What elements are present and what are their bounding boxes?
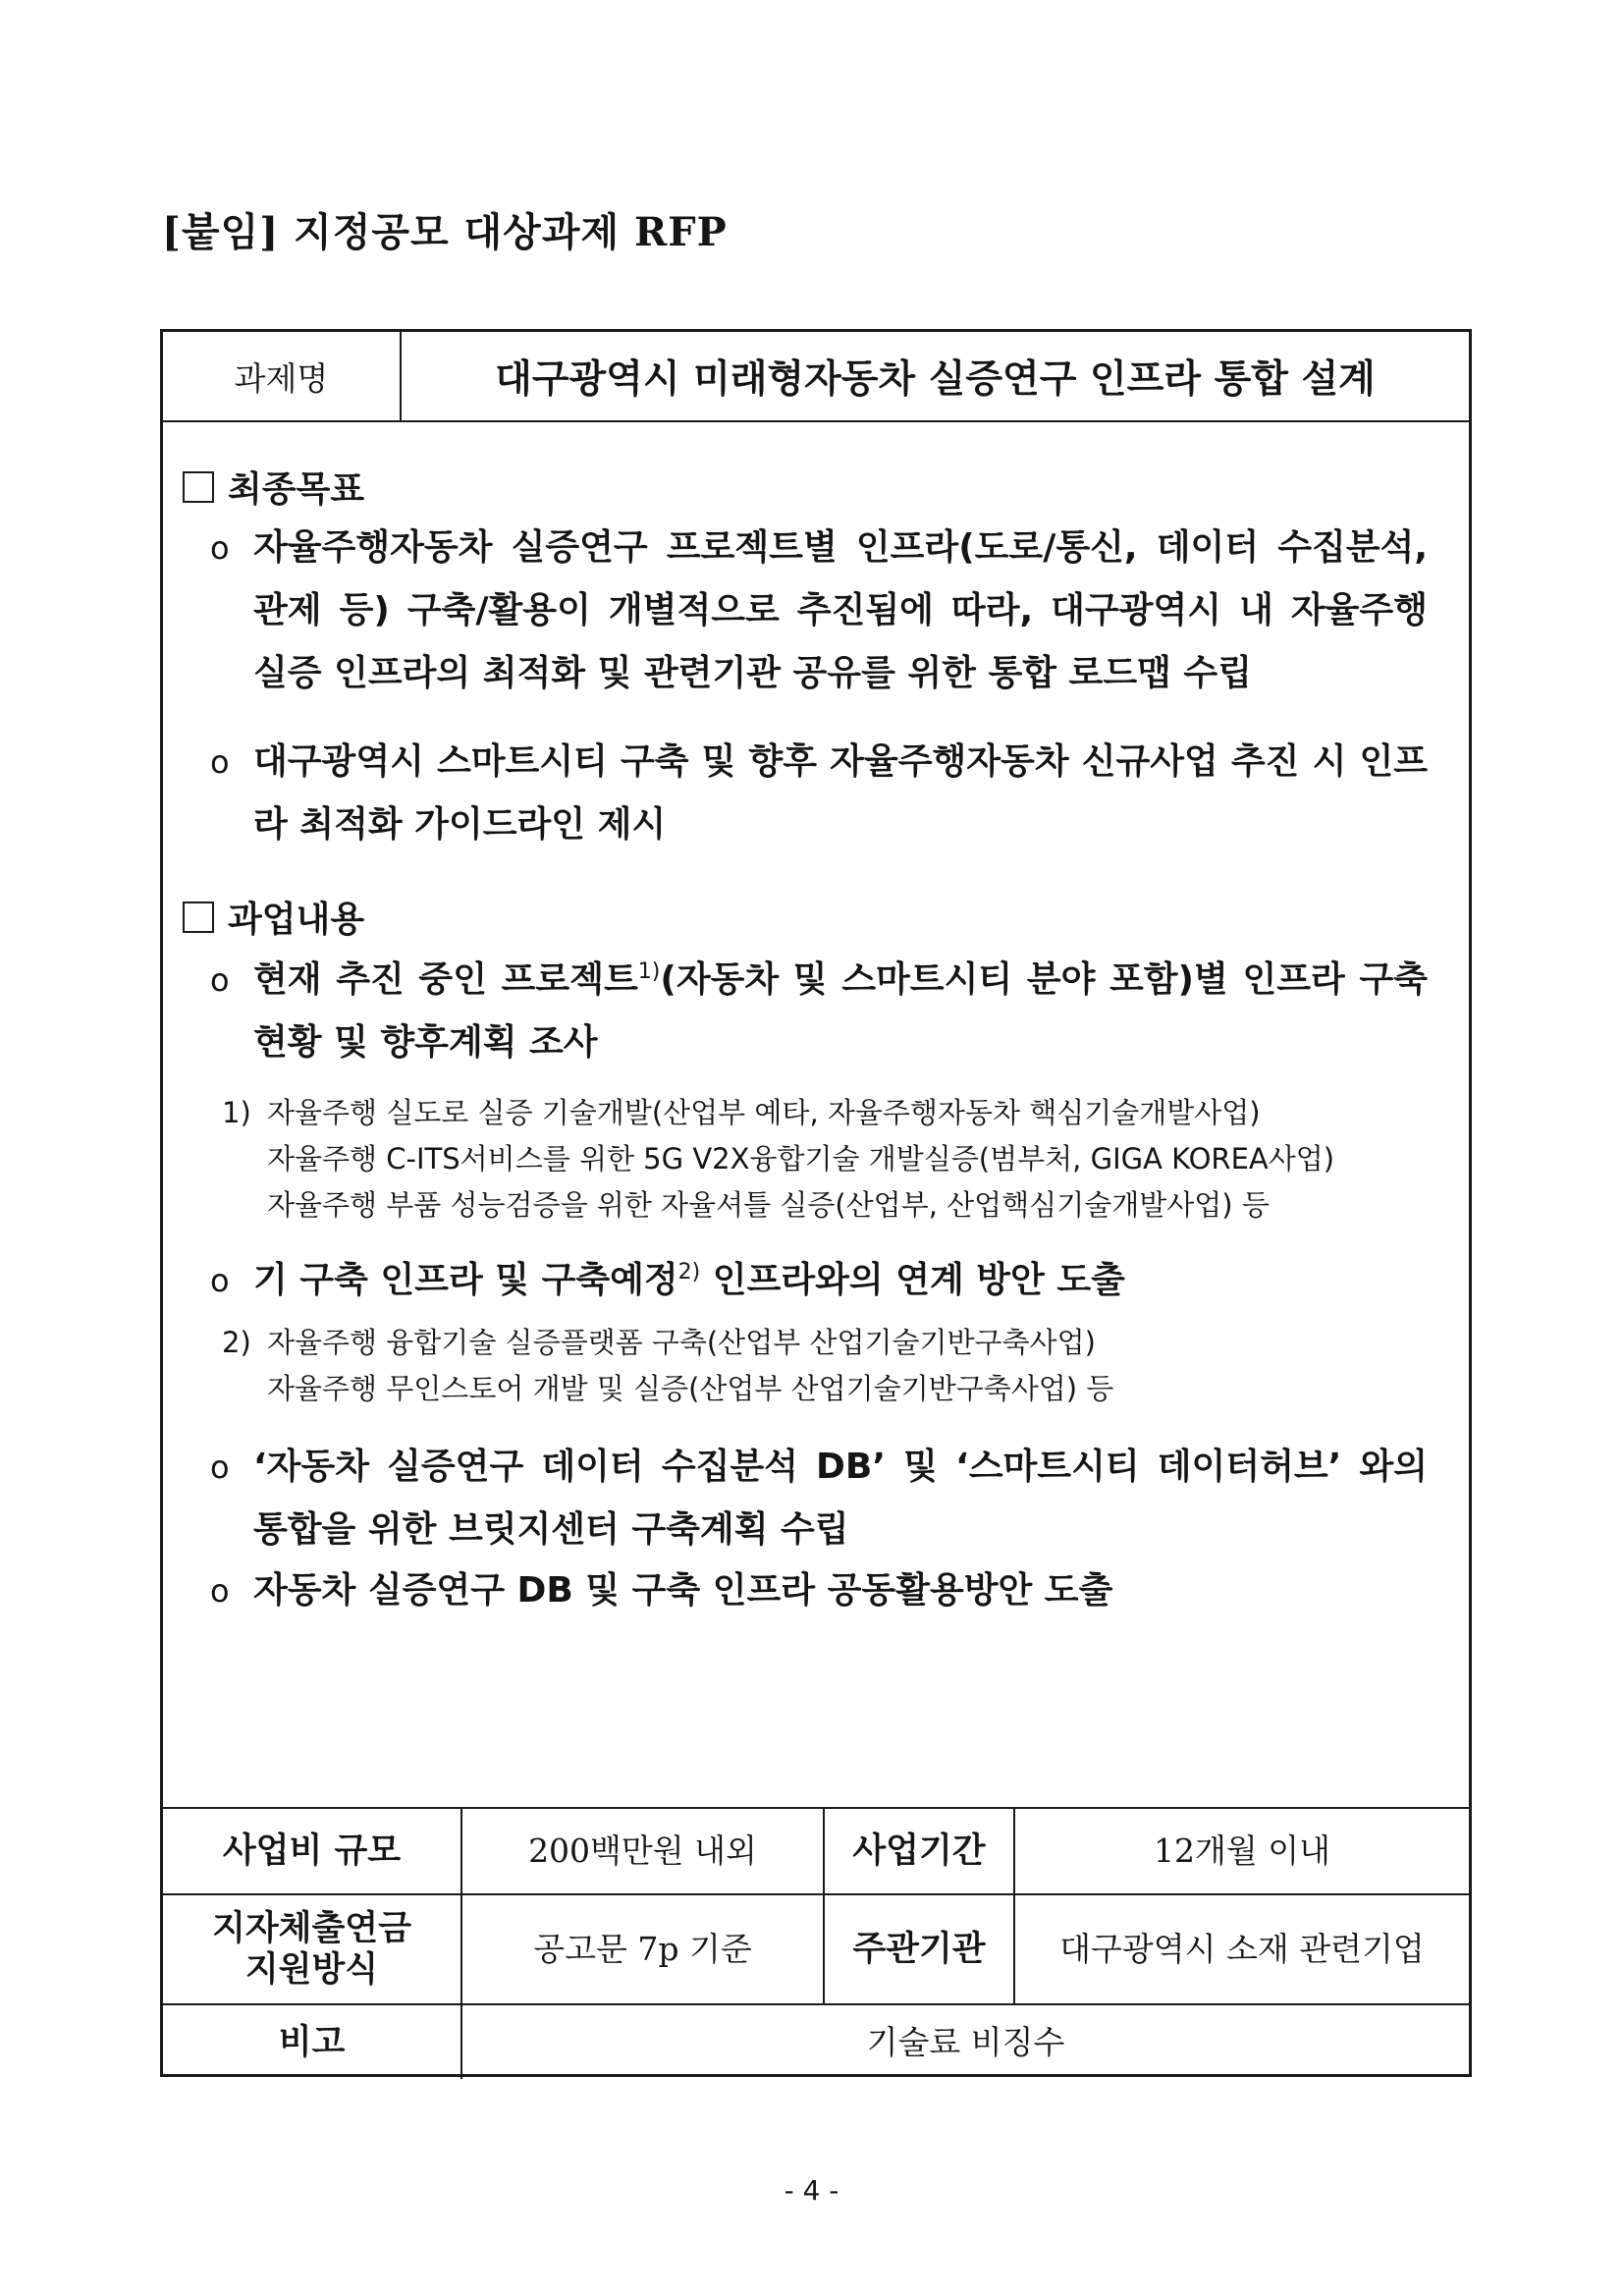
period-label: 사업기간 xyxy=(824,1808,1014,1894)
goal-item: o 대구광역시 스마트시티 구축 및 향후 자율주행자동차 신규사업 추진 시 인프라 최적화 가이드라인 제시 xyxy=(210,731,1428,856)
project-title-row xyxy=(163,332,1469,422)
remark-label: 비고 xyxy=(163,2004,461,2079)
bullet-circle-icon: o xyxy=(210,961,230,999)
project-name-value: 대구광역시 미래형자동차 실증연구 인프라 통합 설계 xyxy=(495,357,1376,402)
bullet-circle-icon: o xyxy=(210,529,230,567)
period-value: 12개월 이내 xyxy=(1014,1808,1469,1894)
project-name-label: 과제명 xyxy=(163,332,402,420)
checkbox-square-icon xyxy=(183,471,214,503)
section-final-goal xyxy=(183,462,364,512)
document-heading: [붙임] 지정공모 대상과제 RFP xyxy=(162,209,728,255)
budget-label: 사업비 규모 xyxy=(163,1808,461,1894)
section-task-content xyxy=(183,892,364,942)
lead-org-label: 주관기관 xyxy=(824,1894,1014,2004)
remark-value: 기술료 비징수 xyxy=(461,2004,1469,2079)
bullet-circle-icon: o xyxy=(210,743,230,781)
page-number: - 4 - xyxy=(784,2174,839,2207)
task-item: o ‘자동차 실증연구 데이터 수집분석 DB’ 및 ‘스마트시티 데이터허브’ 와의 통합을 위한 브릿지센터 구축계획 수립 xyxy=(210,1436,1428,1561)
bullet-circle-icon: o xyxy=(210,1572,230,1610)
section-title: 과업내용 xyxy=(228,900,365,940)
bullet-circle-icon: o xyxy=(210,1262,230,1299)
lead-org-value: 대구광역시 소재 관련기업 xyxy=(1014,1894,1469,2004)
budget-value: 200백만원 내외 xyxy=(461,1808,824,1894)
goal-item: o 자율주행자동차 실증연구 프로젝트별 인프라(도로/통신, 데이터 수집분석, 관제 등) 구축/활용이 개별적으로 추진됨에 따라, 대구광역시 내 자율주행 실증 인프라의 최적화 및 관련기관 공유를 위한 통합 로드맵 수립 xyxy=(210,517,1428,705)
section-title: 최종목표 xyxy=(228,469,365,510)
support-method-value: 공고문 7p 기준 xyxy=(461,1894,824,2004)
task-item: o 자동차 실증연구 DB 및 구축 인프라 공동활용방안 도출 xyxy=(210,1559,1428,1622)
bullet-circle-icon: o xyxy=(210,1449,230,1486)
table-row xyxy=(163,2004,1469,2079)
footnote-ref: 2) xyxy=(677,1260,701,1285)
table-row xyxy=(163,1894,1469,2004)
support-method-label: 지자체출연금 지원방식 xyxy=(163,1894,461,2004)
task-item: o 기 구축 인프라 및 구축예정$^{2)}$ 인프라와의 연계 방안 도출 xyxy=(210,1249,1428,1312)
footnote-1: 1) 자율주행 실도로 실증 기술개발(산업부 예타, 자율주행자동차 핵심기술개발사업) 자율주행 C-ITS서비스를 위한 5G V2X융합기술 개발실증(범부처, GIGA KOREA사업) 자율주행 부품 성능검증을 위한 자율셔틀 실증(산업부, 산업핵심기술개발사업) 등 xyxy=(222,1096,1335,1222)
footnote-ref: 1) xyxy=(637,959,661,984)
rfp-body xyxy=(163,422,1469,1777)
rfp-table xyxy=(160,329,1472,2077)
task-item: o 현재 추진 중인 프로젝트$^{1)}$(자동차 및 스마트시티 분야 포함)별 인프라 구축 현황 및 향후계획 조사 xyxy=(210,949,1428,1074)
project-info-table xyxy=(163,1807,1469,2079)
table-row xyxy=(163,1808,1469,1894)
checkbox-square-icon xyxy=(183,902,214,933)
footnote-2: 2) 자율주행 융합기술 실증플랫폼 구축(산업부 산업기술기반구축사업) 자율주행 무인스토어 개발 및 실증(산업부 산업기술기반구축사업) 등 xyxy=(222,1326,1114,1405)
